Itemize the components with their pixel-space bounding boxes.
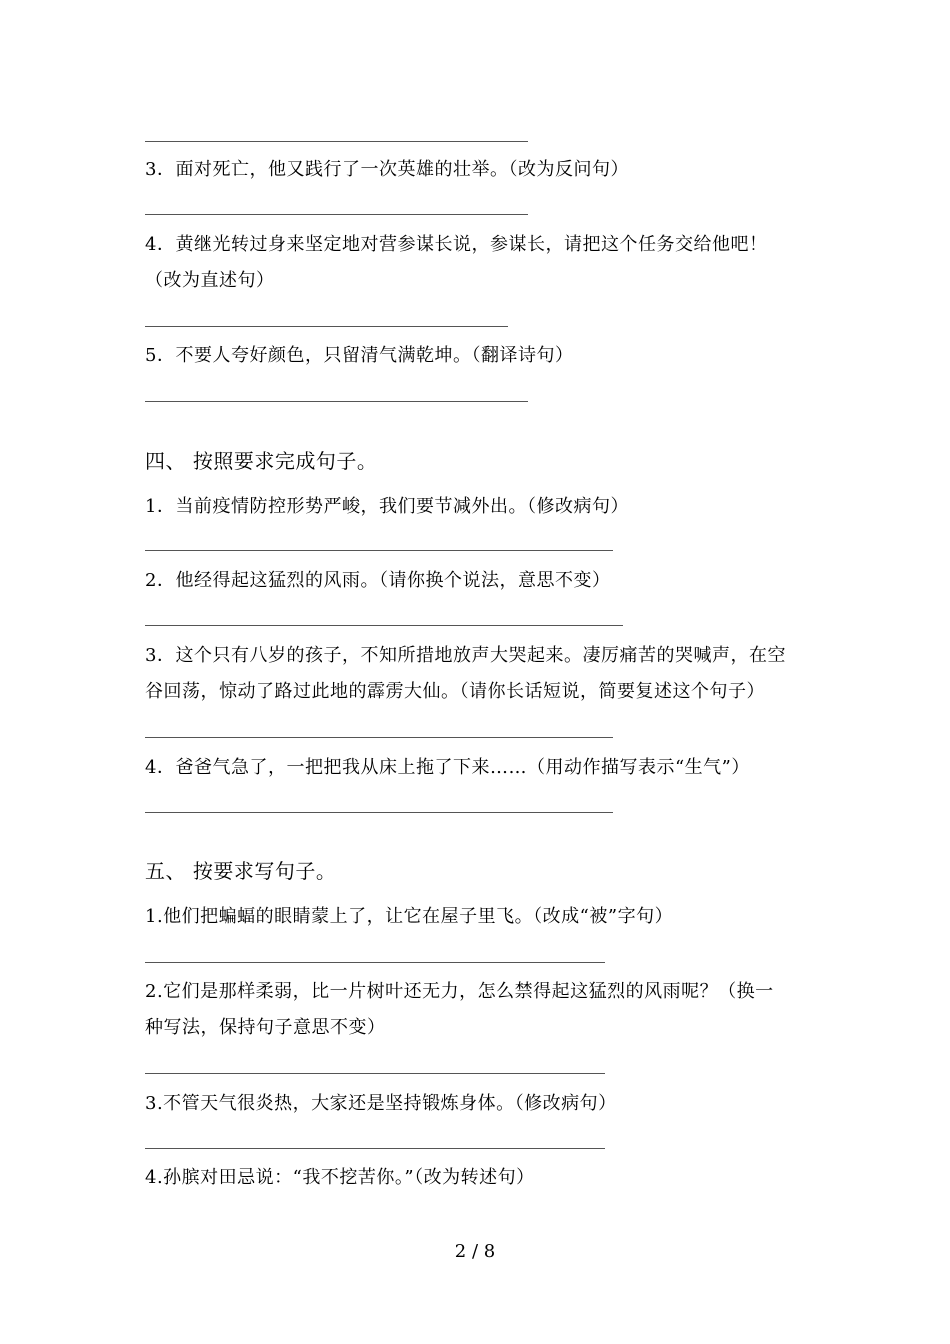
answer-line[interactable] [145,737,613,738]
answer-line[interactable] [145,812,613,813]
section-4-heading: 四、 按照要求完成句子。 [145,449,378,473]
answer-line[interactable] [145,214,528,215]
question-5-1: 1.他们把蝙蝠的眼睛蒙上了，让它在屋子里飞。（改成“被”字句） [145,906,674,927]
answer-line[interactable] [145,550,613,551]
question-4-1: 1．当前疫情防控形势严峻，我们要节减外出。（修改病句） [145,496,629,517]
question-4-3-line2: 谷回荡，惊动了路过此地的霹雳大仙。（请你长话短说，简要复述这个句子） [145,681,765,702]
question-3-4-line2: （改为直述句） [145,270,275,291]
answer-line[interactable] [145,1148,605,1149]
question-5-2-line1: 2.它们是那样柔弱，比一片树叶还无力，怎么禁得起这猛烈的风雨呢？（换一 [145,981,774,1002]
question-5-3: 3.不管天气很炎热，大家还是坚持锻炼身体。（修改病句） [145,1093,617,1114]
answer-line[interactable] [145,401,528,402]
question-4-3-line1: 3．这个只有八岁的孩子，不知所措地放声大哭起来。凄厉痛苦的哭喊声，在空 [145,645,786,666]
question-3-5: 5．不要人夸好颜色，只留清气满乾坤。（翻译诗句） [145,345,574,366]
page-number: 2 / 8 [454,1241,496,1262]
answer-line[interactable] [145,1073,605,1074]
question-4-2: 2．他经得起这猛烈的风雨。（请你换个说法，意思不变） [145,570,611,591]
answer-line[interactable] [145,962,605,963]
question-5-2-line2: 种写法，保持句子意思不变） [145,1017,386,1038]
answer-line[interactable] [145,326,508,327]
answer-line[interactable] [145,141,528,142]
question-3-3: 3．面对死亡，他又践行了一次英雄的壮举。（改为反问句） [145,159,629,180]
answer-line[interactable] [145,625,623,626]
question-4-4: 4．爸爸气急了，一把把我从床上拖了下来……（用动作描写表示“生气”） [145,757,750,778]
question-3-4-line1: 4．黄继光转过身来坚定地对营参谋长说，参谋长，请把这个任务交给他吧！ [145,234,768,255]
question-5-4: 4.孙膑对田忌说：“我不挖苦你。”（改为转述句） [145,1167,535,1188]
section-5-heading: 五、 按要求写句子。 [145,859,337,883]
